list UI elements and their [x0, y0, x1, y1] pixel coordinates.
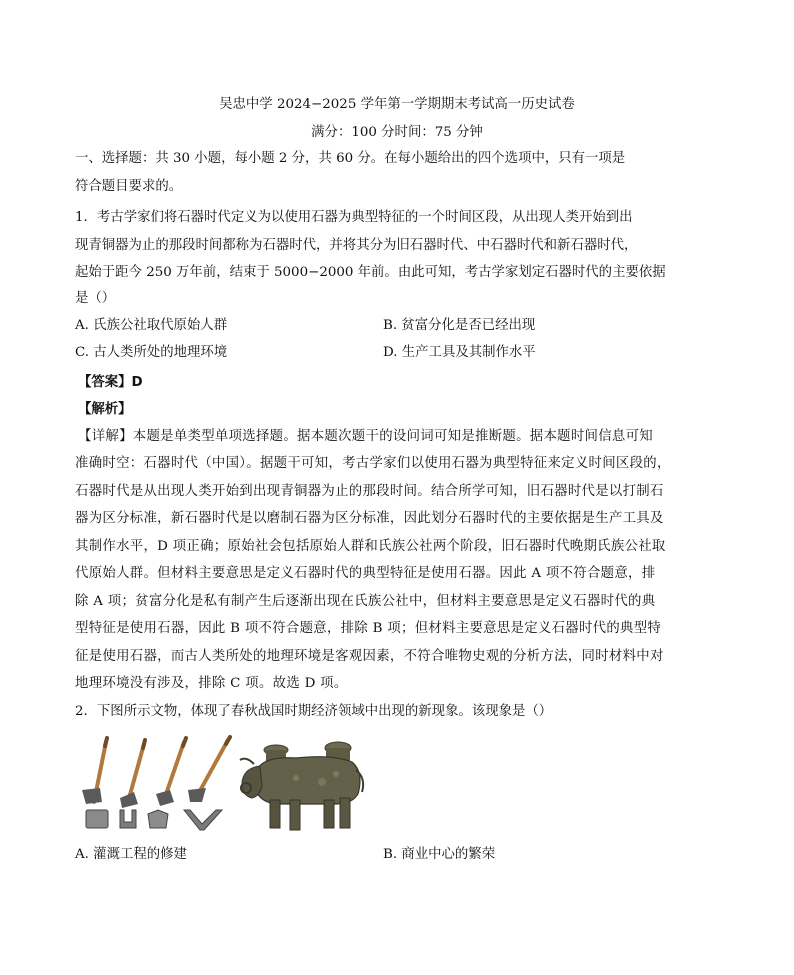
section-instruction-line-2: 符合题目要求的。 [75, 179, 183, 194]
q2-option-a: A. 灌溉工程的修建 [75, 847, 187, 862]
q1-analysis-line-10: 地理环境没有涉及，排除 C 项。故选 D 项。 [75, 676, 348, 691]
q1-stem-line-4: 是（） [75, 291, 116, 306]
q1-option-b: B. 贫富分化是否已经出现 [383, 318, 536, 333]
iron-tools-image [76, 732, 238, 832]
exam-title: 吴忠中学 2024−2025 学年第一学期期末考试高一历史试卷 [219, 97, 575, 112]
q1-stem-line-3: 起始于距今 250 万年前，结束于 5000−2000 年前。由此可知，考古学家划定石器时代的主要依据 [75, 265, 666, 280]
q1-stem-line-1: 1．考古学家们将石器时代定义为以使用石器为典型特征的一个时间区段，从出现人类开始到出 [75, 210, 633, 225]
q1-analysis-line-3: 石器时代是从出现人类开始到出现青铜器为止的那段时间。结合所学可知，旧石器时代是以打制石 [75, 484, 664, 499]
q1-analysis-line-6: 代原始人群。但材料主要意思是定义石器时代的典型特征是使用石器。因此 A 项不符合题意，排 [75, 566, 656, 581]
q1-option-d: D. 生产工具及其制作水平 [383, 345, 536, 360]
q1-analysis-line-2: 准确时空：石器时代（中国）。据题干可知，考古学家们以使用石器为典型特征来定义时间区段的， [75, 456, 671, 471]
section-instruction-line-1: 一、选择题：共 30 小题，每小题 2 分，共 60 分。在每小题给出的四个选项中，只有一项是 [75, 151, 626, 166]
q1-analysis-line-7: 除 A 项；贫富分化是私有制产生后逐渐出现在氏族公社中，但材料主要意思是定义石器时代的典 [75, 594, 656, 609]
q2-option-b: B. 商业中心的繁荣 [383, 847, 496, 862]
q1-analysis-line-9: 征是使用石器，而古人类所处的地理环境是客观因素，不符合唯物史观的分析方法，同时材料中对 [75, 649, 664, 664]
q1-analysis-line-8: 型特征是使用石器，因此 B 项不符合题意，排除 B 项；但材料主要意思是定义石器时代的典型特 [75, 621, 662, 636]
q1-analysis-line-5: 其制作水平，D 项正确；原始社会包括原始人群和氏族公社两个阶段，旧石器时代晚期氏族公社取 [75, 539, 666, 554]
q1-analysis-label: 【解析】 [78, 402, 132, 417]
q1-analysis-line-4: 器为区分标准，新石器时代是以磨制石器为区分标准，因此划分石器时代的主要依据是生产工具及 [75, 511, 664, 526]
q2-stem: 2．下图所示文物，体现了春秋战国时期经济领域中出现的新现象。该现象是（） [75, 704, 553, 719]
exam-subtitle: 满分：100 分时间：75 分钟 [311, 125, 483, 140]
q1-answer: 【答案】D [78, 375, 143, 390]
q1-option-a: A. 氏族公社取代原始人群 [75, 318, 228, 333]
q1-option-c: C. 古人类所处的地理环境 [75, 345, 228, 360]
bronze-ox-vessel-image [236, 738, 368, 834]
q1-stem-line-2: 现青铜器为止的那段时间都称为石器时代，并将其分为旧石器时代、中石器时代和新石器时代， [75, 238, 638, 253]
q1-analysis-line-1: 【详解】本题是单类型单项选择题。据本题次题干的设问词可知是推断题。据本题时间信息可知 [78, 429, 654, 444]
